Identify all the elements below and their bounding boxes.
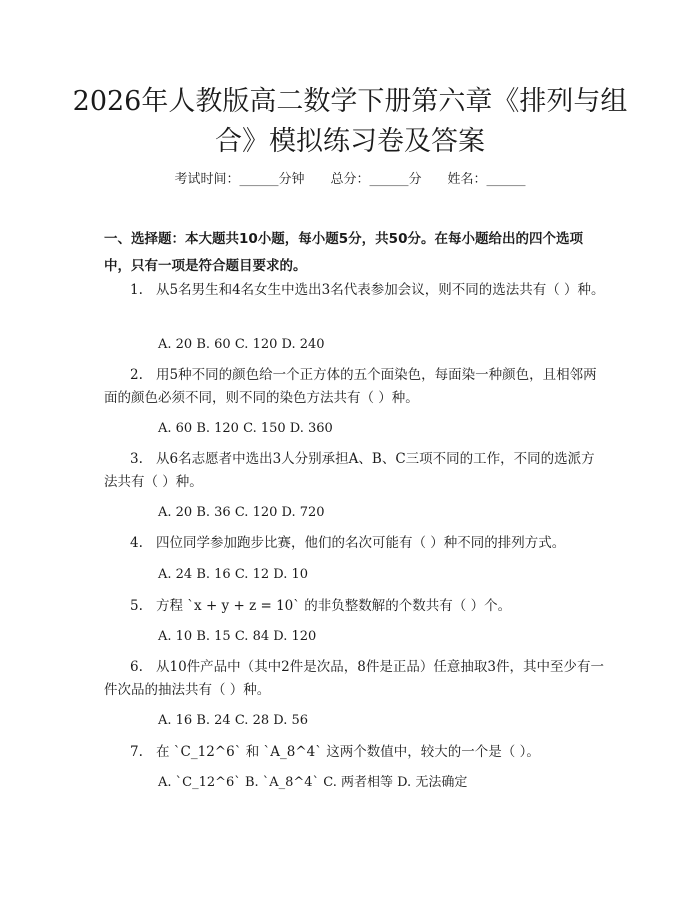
question-3: [104, 448, 606, 494]
question-number: 2.: [130, 367, 143, 383]
question-2-options: A. 60 B. 120 C. 150 D. 360: [158, 421, 333, 436]
question-number: 5.: [130, 598, 143, 614]
question-2: [104, 364, 606, 410]
question-text: 方程 `x + y + z = 10` 的非负整数解的个数共有（ ）个。: [156, 598, 512, 614]
exam-meta: 考试时间：______分钟 总分：______分 姓名：______: [174, 172, 526, 187]
question-number: 6.: [130, 659, 143, 675]
question-5: [104, 595, 606, 618]
question-4: [104, 532, 606, 555]
question-text: 从10件产品中（其中2件是次品，8件是正品）任意抽取3件，其中至少有一件次品的抽法共有（ ）种。: [104, 659, 604, 698]
question-number: 4.: [130, 535, 143, 551]
question-text: 在 `C_12^6` 和 `A_8^4` 这两个数值中，较大的一个是（ ）。: [156, 744, 540, 760]
question-number: 3.: [130, 451, 143, 467]
question-7: [104, 741, 606, 764]
section-heading: 一、选择题：本大题共10小题，每小题5分，共50分。在每小题给出的四个选项中，只有一项是符合题目要求的。: [104, 231, 583, 274]
question-5-options: A. 10 B. 15 C. 84 D. 120: [158, 629, 317, 644]
question-7-options: A. `C_12^6` B. `A_8^4` C. 两者相等 D. 无法确定: [158, 775, 468, 790]
question-text: 从6名志愿者中选出3人分别承担A、B、C三项不同的工作，不同的选派方法共有（ ）种。: [104, 451, 595, 490]
question-1-options: A. 20 B. 60 C. 120 D. 240: [158, 337, 325, 352]
question-number: 7.: [130, 744, 143, 760]
question-6-options: A. 16 B. 24 C. 28 D. 56: [158, 713, 309, 728]
question-1: [104, 279, 606, 302]
question-6: [104, 656, 606, 702]
question-number: 1.: [130, 282, 143, 298]
document-title: 2026年人教版高二数学下册第六章《排列与组合》模拟练习卷及答案: [72, 86, 628, 157]
question-text: 四位同学参加跑步比赛，他们的名次可能有（ ）种不同的排列方式。: [156, 535, 566, 551]
question-text: 用5种不同的颜色给一个正方体的五个面染色，每面染一种颜色，且相邻两面的颜色必须不同，则不同的染色方法共有（ ）种。: [104, 367, 597, 406]
question-3-options: A. 20 B. 36 C. 120 D. 720: [158, 505, 325, 520]
question-4-options: A. 24 B. 16 C. 12 D. 10: [158, 567, 309, 582]
question-text: 从5名男生和4名女生中选出3名代表参加会议，则不同的选法共有（ ）种。: [156, 282, 605, 298]
